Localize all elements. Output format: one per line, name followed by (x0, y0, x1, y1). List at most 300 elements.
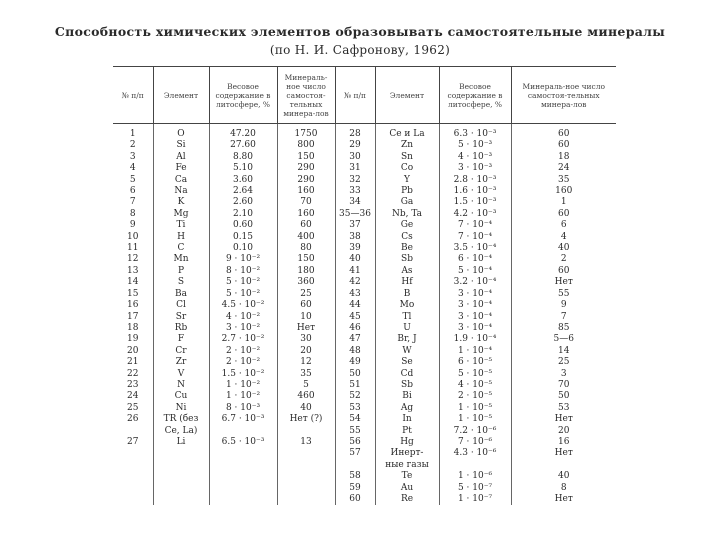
cell-number: 26 (127, 414, 139, 425)
cell-mineral-count (277, 471, 335, 482)
cell-number: 20 (127, 345, 139, 356)
table-row (113, 483, 616, 494)
cell-mineral-count (277, 460, 335, 471)
cell-element: Cl (153, 300, 209, 311)
cell-number (113, 426, 153, 437)
cell-mineral-count: 5 (277, 380, 335, 391)
cell-content: 3 · 10⁻⁴ (439, 323, 511, 334)
table-row (113, 494, 616, 505)
cell-number: 31 (335, 163, 375, 174)
cell-content: 2.8 · 10⁻³ (439, 175, 511, 186)
cell-content: 6 · 10⁻⁴ (439, 254, 511, 265)
cell-mineral-count: 80 (277, 243, 335, 254)
cell-number: 23 (127, 379, 139, 390)
cell-content (209, 483, 277, 494)
cell-content: 1 · 10⁻² (209, 391, 277, 402)
cell-element: Ba (153, 289, 209, 300)
cell-content: 8 · 10⁻² (209, 266, 277, 277)
cell-mineral-count: 70 (277, 197, 335, 208)
cell-content: 3 · 10⁻⁴ (439, 300, 511, 311)
cell-element: Se (375, 357, 439, 368)
cell-element: K (153, 197, 209, 208)
cell-number: 1 (129, 129, 136, 139)
cell-element: Hg (375, 437, 439, 448)
cell-number: 40 (335, 254, 375, 265)
cell-content: 5.10 (209, 163, 277, 174)
cell-number: 29 (335, 140, 375, 151)
cell-content: 7 · 10⁻⁶ (439, 437, 511, 448)
header-element-right: Элемент (375, 67, 439, 124)
cell-content: 1 · 10⁻⁴ (439, 346, 511, 357)
cell-element: Bi (375, 391, 439, 402)
cell-content: 1 · 10⁻² (209, 380, 277, 391)
cell-element: Hf (375, 277, 439, 288)
cell-mineral-count: 400 (277, 232, 335, 243)
cell-element: Ce, La) (153, 426, 209, 437)
cell-number: 11 (127, 243, 139, 254)
table-row (113, 403, 616, 414)
cell-number (113, 448, 153, 459)
cell-mineral-count: 290 (277, 163, 335, 174)
cell-element (153, 471, 209, 482)
cell-element: Tl (375, 312, 439, 323)
cell-mineral-count (511, 460, 616, 471)
cell-mineral-count (277, 483, 335, 494)
cell-content: 0.60 (209, 220, 277, 231)
cell-number: 60 (335, 494, 375, 505)
cell-mineral-count: 360 (277, 277, 335, 288)
table-row (113, 414, 616, 425)
cell-number (335, 460, 375, 471)
elements-table (113, 66, 616, 505)
cell-mineral-count: 7 (511, 312, 616, 323)
cell-mineral-count: 160 (277, 186, 335, 197)
table-row (113, 380, 616, 391)
cell-element: Cr (153, 346, 209, 357)
table-row (113, 186, 616, 197)
cell-number: 7 (129, 197, 136, 208)
cell-element: W (375, 346, 439, 357)
cell-number: 3 (129, 151, 136, 162)
cell-content: 6.3 · 10⁻³ (439, 124, 511, 141)
cell-element: Cd (375, 369, 439, 380)
cell-mineral-count: 180 (277, 266, 335, 277)
cell-number: 37 (335, 220, 375, 231)
cell-content: 2.60 (209, 197, 277, 208)
cell-content: 2 · 10⁻⁵ (439, 391, 511, 402)
cell-mineral-count: 13 (277, 437, 335, 448)
cell-element: Zr (153, 357, 209, 368)
cell-content: 5 · 10⁻⁵ (439, 369, 511, 380)
table-row (113, 232, 616, 243)
cell-element: Ni (153, 403, 209, 414)
cell-mineral-count: 60 (511, 209, 616, 220)
cell-number: 59 (335, 483, 375, 494)
cell-mineral-count: 10 (277, 312, 335, 323)
cell-element: Ce и La (375, 124, 439, 141)
cell-number: 25 (127, 402, 139, 413)
cell-mineral-count: 25 (277, 289, 335, 300)
cell-mineral-count (277, 494, 335, 505)
cell-content (209, 426, 277, 437)
cell-number: 21 (127, 357, 139, 368)
cell-number: 34 (335, 197, 375, 208)
cell-content: 3.2 · 10⁻⁴ (439, 277, 511, 288)
cell-element: Te (375, 471, 439, 482)
cell-mineral-count: 14 (511, 346, 616, 357)
table-row (113, 197, 616, 208)
cell-mineral-count: 160 (277, 209, 335, 220)
cell-mineral-count: 2 (511, 254, 616, 265)
cell-content: 1.5 · 10⁻³ (439, 197, 511, 208)
table-row (113, 346, 616, 357)
cell-content: 6 · 10⁻⁵ (439, 357, 511, 368)
table-row (113, 300, 616, 311)
cell-number: 28 (335, 124, 375, 141)
cell-number (113, 494, 153, 505)
table-title: Способность химических элементов образовывать самостоятельные минералы (54, 24, 666, 39)
table-row (113, 243, 616, 254)
cell-mineral-count: 16 (511, 437, 616, 448)
cell-mineral-count (277, 426, 335, 437)
table-row (113, 152, 616, 163)
cell-content: 3.5 · 10⁻⁴ (439, 243, 511, 254)
table-row (113, 437, 616, 448)
cell-element: Br, J (375, 334, 439, 345)
cell-element: P (153, 266, 209, 277)
cell-element: Sr (153, 312, 209, 323)
cell-content: 0.10 (209, 243, 277, 254)
cell-number: 19 (127, 334, 139, 345)
cell-number: 51 (335, 380, 375, 391)
table-row (113, 448, 616, 459)
cell-content: 5 · 10⁻² (209, 277, 277, 288)
cell-content: 2.7 · 10⁻² (209, 334, 277, 345)
cell-content: 1.5 · 10⁻² (209, 369, 277, 380)
cell-mineral-count (277, 448, 335, 459)
table-row (113, 254, 616, 265)
cell-element: Si (153, 140, 209, 151)
cell-content: 2.10 (209, 209, 277, 220)
cell-content: 1 · 10⁻⁵ (439, 403, 511, 414)
cell-mineral-count: 40 (511, 471, 616, 482)
cell-mineral-count: Нет (511, 494, 616, 505)
cell-mineral-count: Нет (511, 448, 616, 459)
cell-number: 46 (335, 323, 375, 334)
cell-content: 2 · 10⁻² (209, 346, 277, 357)
cell-number: 38 (335, 232, 375, 243)
cell-number: 44 (335, 300, 375, 311)
cell-element: Ga (375, 197, 439, 208)
cell-mineral-count: 85 (511, 323, 616, 334)
cell-mineral-count: Нет (277, 323, 335, 334)
cell-mineral-count: 35 (277, 369, 335, 380)
cell-content: 3 · 10⁻⁴ (439, 289, 511, 300)
cell-mineral-count: 40 (511, 243, 616, 254)
cell-mineral-count: 800 (277, 140, 335, 151)
cell-element: Re (375, 494, 439, 505)
cell-element: Li (153, 437, 209, 448)
cell-number: 54 (335, 414, 375, 425)
cell-content: 1 · 10⁻⁵ (439, 414, 511, 425)
cell-content: 8 · 10⁻³ (209, 403, 277, 414)
cell-number: 41 (335, 266, 375, 277)
cell-mineral-count: 60 (511, 140, 616, 151)
header-content-right: Весовое содержание в литосфере, % (439, 67, 511, 124)
cell-element: S (153, 277, 209, 288)
cell-element: N (153, 380, 209, 391)
cell-element: Nb, Ta (375, 209, 439, 220)
cell-number: 8 (129, 208, 136, 219)
cell-content: 1.9 · 10⁻⁴ (439, 334, 511, 345)
cell-content (209, 494, 277, 505)
cell-content: 4.5 · 10⁻² (209, 300, 277, 311)
cell-number: 50 (335, 369, 375, 380)
cell-mineral-count: 150 (277, 254, 335, 265)
cell-content: 9 · 10⁻² (209, 254, 277, 265)
cell-number: 35—36 (335, 209, 375, 220)
cell-content: 3 · 10⁻³ (439, 163, 511, 174)
cell-mineral-count: 55 (511, 289, 616, 300)
cell-number: 30 (335, 152, 375, 163)
cell-number (113, 471, 153, 482)
cell-element: Ti (153, 220, 209, 231)
cell-number: 57 (335, 448, 375, 459)
cell-content: 6.7 · 10⁻³ (209, 414, 277, 425)
cell-number: 16 (127, 300, 139, 311)
cell-mineral-count: 30 (277, 334, 335, 345)
cell-number: 10 (127, 231, 139, 242)
cell-number: 14 (127, 277, 139, 288)
cell-mineral-count: 150 (277, 152, 335, 163)
cell-content: 7.2 · 10⁻⁶ (439, 426, 511, 437)
cell-mineral-count: 460 (277, 391, 335, 402)
cell-number: 12 (127, 254, 139, 265)
cell-content: 2 · 10⁻² (209, 357, 277, 368)
cell-content: 4 · 10⁻² (209, 312, 277, 323)
table-row (113, 312, 616, 323)
header-element-left: Элемент (153, 67, 209, 124)
cell-mineral-count: 290 (277, 175, 335, 186)
cell-mineral-count: 60 (511, 266, 616, 277)
table-row (113, 334, 616, 345)
cell-element (153, 460, 209, 471)
table-row (113, 391, 616, 402)
cell-number: 48 (335, 346, 375, 357)
cell-mineral-count: 160 (511, 186, 616, 197)
table-row (113, 163, 616, 174)
cell-element: Be (375, 243, 439, 254)
cell-number: 47 (335, 334, 375, 345)
cell-content: 47.20 (209, 124, 277, 141)
cell-element: TR (без (153, 414, 209, 425)
cell-mineral-count: 9 (511, 300, 616, 311)
cell-number: 58 (335, 471, 375, 482)
cell-mineral-count: Нет (511, 414, 616, 425)
cell-element: H (153, 232, 209, 243)
cell-content: 27.60 (209, 140, 277, 151)
cell-element: Cu (153, 391, 209, 402)
cell-number: 17 (127, 311, 139, 322)
cell-element (153, 494, 209, 505)
cell-mineral-count: Нет (511, 277, 616, 288)
cell-mineral-count: 53 (511, 403, 616, 414)
table-row (113, 209, 616, 220)
table-row (113, 369, 616, 380)
cell-mineral-count: 20 (511, 426, 616, 437)
cell-element: Pt (375, 426, 439, 437)
cell-element (153, 483, 209, 494)
cell-mineral-count: 12 (277, 357, 335, 368)
cell-mineral-count: 60 (511, 124, 616, 141)
cell-number: 18 (127, 322, 139, 333)
table-row (113, 289, 616, 300)
cell-number: 49 (335, 357, 375, 368)
header-content-left: Весовое содержание в литосфере, % (209, 67, 277, 124)
cell-content: 7 · 10⁻⁴ (439, 232, 511, 243)
header-number-left: № п/п (113, 67, 153, 124)
cell-element: Sb (375, 380, 439, 391)
cell-element (153, 448, 209, 459)
cell-element: Ag (375, 403, 439, 414)
cell-number: 32 (335, 175, 375, 186)
cell-element: Al (153, 152, 209, 163)
cell-content: 7 · 10⁻⁴ (439, 220, 511, 231)
cell-number: 15 (127, 288, 139, 299)
cell-element: U (375, 323, 439, 334)
cell-content (209, 471, 277, 482)
cell-element: In (375, 414, 439, 425)
cell-content: 6.5 · 10⁻³ (209, 437, 277, 448)
cell-content: 4 · 10⁻³ (439, 152, 511, 163)
table-row (113, 323, 616, 334)
table-body (113, 124, 616, 506)
cell-mineral-count: Нет (?) (277, 414, 335, 425)
cell-content (439, 460, 511, 471)
cell-mineral-count: 20 (277, 346, 335, 357)
cell-content: 5 · 10⁻⁷ (439, 483, 511, 494)
cell-mineral-count: 35 (511, 175, 616, 186)
table-row (113, 277, 616, 288)
cell-element: Na (153, 186, 209, 197)
cell-content: 5 · 10⁻² (209, 289, 277, 300)
cell-element: As (375, 266, 439, 277)
cell-number (113, 483, 153, 494)
cell-element: Sb (375, 254, 439, 265)
cell-content (209, 460, 277, 471)
cell-mineral-count: 18 (511, 152, 616, 163)
cell-content: 4 · 10⁻⁵ (439, 380, 511, 391)
cell-element: Cs (375, 232, 439, 243)
cell-number: 27 (127, 436, 139, 447)
cell-content: 1 · 10⁻⁷ (439, 494, 511, 505)
cell-number: 13 (127, 265, 139, 276)
cell-content: 5 · 10⁻³ (439, 140, 511, 151)
cell-number: 55 (335, 426, 375, 437)
cell-mineral-count: 40 (277, 403, 335, 414)
cell-number: 53 (335, 403, 375, 414)
cell-element: B (375, 289, 439, 300)
cell-content: 4.2 · 10⁻³ (439, 209, 511, 220)
cell-number: 45 (335, 312, 375, 323)
cell-mineral-count: 50 (511, 391, 616, 402)
cell-element: ные газы (375, 460, 439, 471)
table-row (113, 426, 616, 437)
table-row (113, 266, 616, 277)
header-row (113, 67, 616, 124)
cell-element: O (153, 124, 209, 141)
cell-content: 4.3 · 10⁻⁶ (439, 448, 511, 459)
cell-element: Rb (153, 323, 209, 334)
cell-element: Sn (375, 152, 439, 163)
cell-mineral-count: 4 (511, 232, 616, 243)
cell-content: 1.6 · 10⁻³ (439, 186, 511, 197)
cell-number: 6 (129, 186, 136, 197)
cell-element: Mg (153, 209, 209, 220)
cell-mineral-count: 3 (511, 369, 616, 380)
cell-mineral-count: 60 (277, 220, 335, 231)
cell-content: 3 · 10⁻⁴ (439, 312, 511, 323)
table-row (113, 357, 616, 368)
cell-mineral-count: 60 (277, 300, 335, 311)
cell-mineral-count: 25 (511, 357, 616, 368)
cell-number: 56 (335, 437, 375, 448)
cell-content (209, 448, 277, 459)
table-subtitle: (по Н. И. Сафронову, 1962) (269, 43, 451, 57)
cell-number: 22 (127, 368, 139, 379)
cell-content: 8.80 (209, 152, 277, 163)
cell-element: Au (375, 483, 439, 494)
cell-element: Fe (153, 163, 209, 174)
cell-number: 43 (335, 289, 375, 300)
cell-content: 0.15 (209, 232, 277, 243)
cell-number: 5 (129, 174, 136, 185)
cell-element: Pb (375, 186, 439, 197)
cell-mineral-count: 6 (511, 220, 616, 231)
cell-number: 2 (129, 140, 136, 151)
cell-content: 2.64 (209, 186, 277, 197)
table-row (113, 471, 616, 482)
cell-element: C (153, 243, 209, 254)
cell-number (113, 460, 153, 471)
cell-number: 24 (127, 391, 139, 402)
cell-content: 5 · 10⁻⁴ (439, 266, 511, 277)
cell-number: 9 (129, 220, 136, 231)
cell-element: Ge (375, 220, 439, 231)
cell-element: Ca (153, 175, 209, 186)
cell-mineral-count: 5—6 (511, 334, 616, 345)
table-row (113, 124, 616, 141)
cell-element: V (153, 369, 209, 380)
cell-mineral-count: 8 (511, 483, 616, 494)
cell-element: Y (375, 175, 439, 186)
table-row (113, 220, 616, 231)
cell-element: Mo (375, 300, 439, 311)
table-row (113, 175, 616, 186)
cell-element: F (153, 334, 209, 345)
cell-number: 52 (335, 391, 375, 402)
cell-number: 42 (335, 277, 375, 288)
cell-mineral-count: 24 (511, 163, 616, 174)
table-row (113, 460, 616, 471)
cell-number: 39 (335, 243, 375, 254)
cell-mineral-count: 1 (511, 197, 616, 208)
header-mineral-count-left: Минераль-ное число самостоя-тельных минера-лов (277, 67, 335, 124)
cell-mineral-count: 70 (511, 380, 616, 391)
cell-element: Инерт- (375, 448, 439, 459)
cell-element: Co (375, 163, 439, 174)
cell-content: 3.60 (209, 175, 277, 186)
